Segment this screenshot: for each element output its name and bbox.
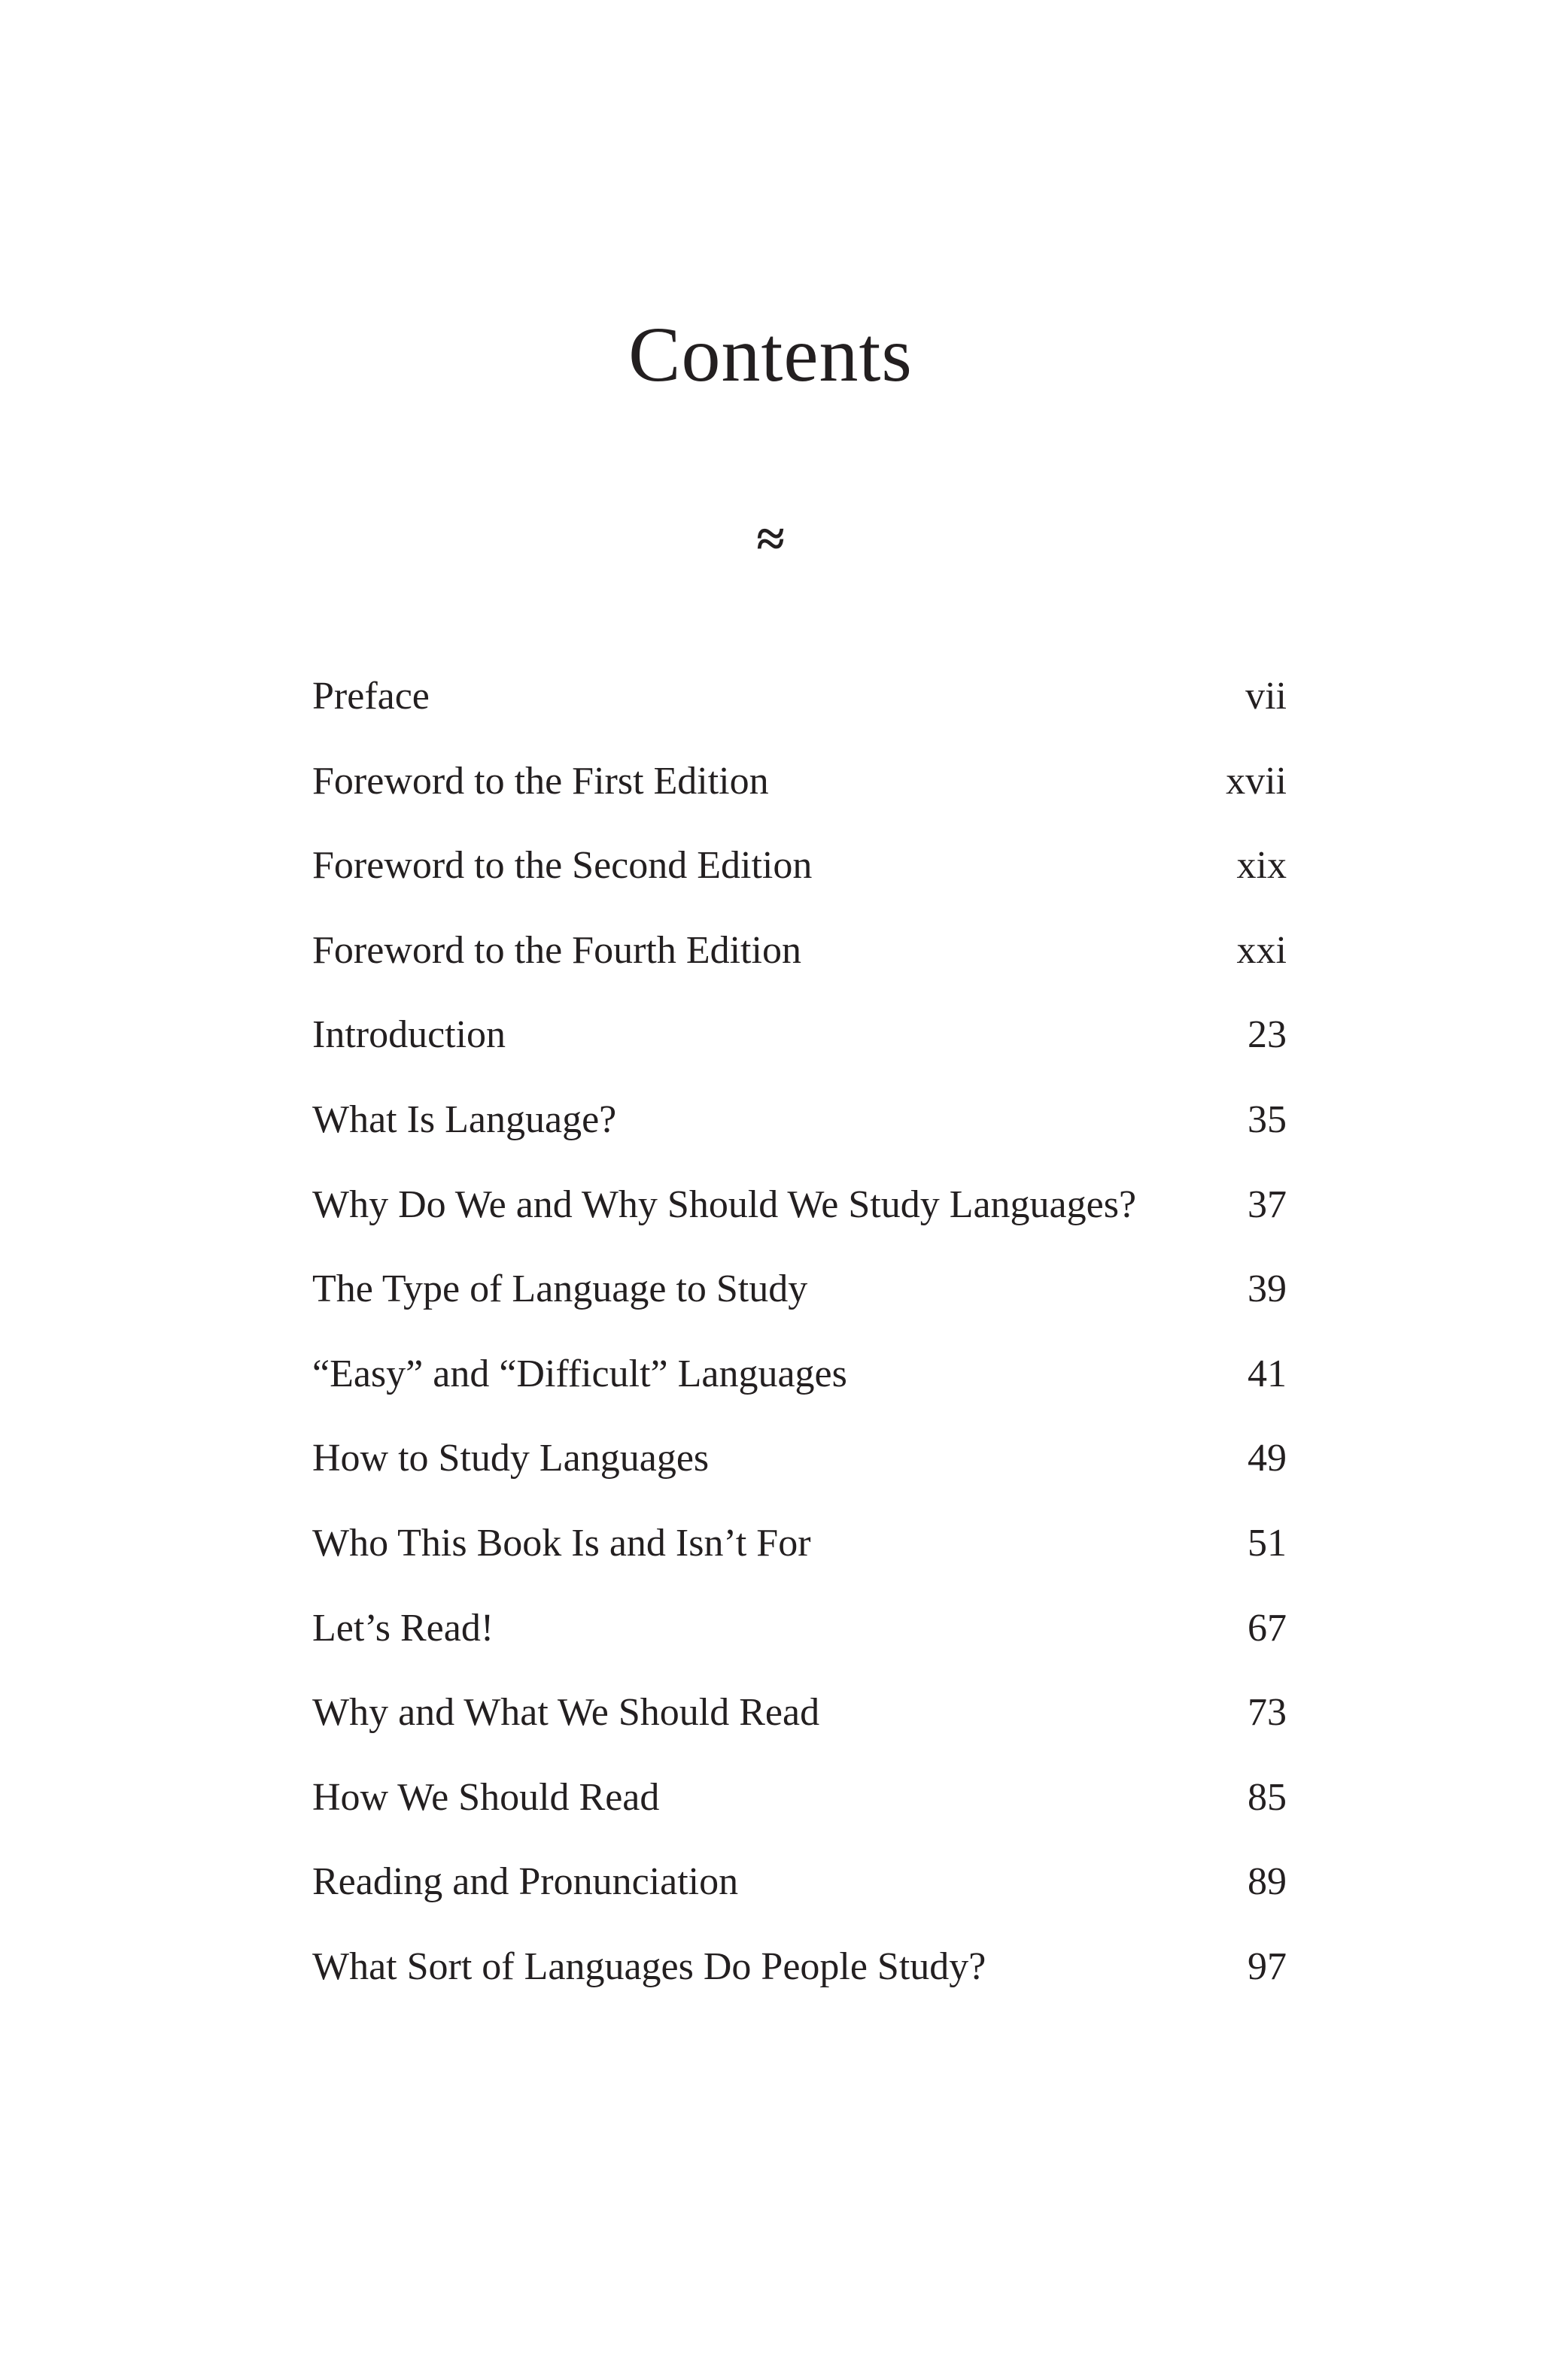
toc-entry-how-to-study[interactable] [312, 1439, 1287, 1524]
toc-entry-page: xvii [1226, 759, 1287, 803]
page-title: Contents [628, 311, 913, 398]
toc-entry-page: 39 [1248, 1267, 1287, 1311]
toc-entry-title: The Type of Language to Study [312, 1267, 808, 1311]
toc-entry-page: xix [1236, 844, 1287, 888]
toc-entry-page: 49 [1248, 1437, 1287, 1480]
section-ornament: ≈ [756, 510, 785, 567]
toc-entry-title: Let’s Read! [312, 1606, 494, 1650]
table-of-contents [312, 677, 1287, 2032]
toc-entry-title: Preface [312, 675, 430, 718]
toc-entry-title: Why and What We Should Read [312, 1691, 820, 1735]
toc-entry-introduction[interactable] [312, 1015, 1287, 1100]
toc-entry-page: xxi [1236, 928, 1287, 972]
toc-entry-what-is-language[interactable] [312, 1097, 1287, 1185]
toc-entry-foreword-first-edition[interactable] [312, 759, 1287, 847]
toc-entry-page: 41 [1248, 1352, 1287, 1395]
toc-entry-title: What Sort of Languages Do People Study? [312, 1944, 986, 1988]
toc-entry-title: How We Should Read [312, 1775, 660, 1819]
toc-entry-foreword-fourth-edition[interactable] [312, 928, 1287, 1016]
toc-entry-type-of-language[interactable] [312, 1267, 1287, 1355]
toc-entry-page: 35 [1248, 1097, 1287, 1141]
toc-entry-page: 73 [1248, 1691, 1287, 1735]
toc-entry-title: Who This Book Is and Isn’t For [312, 1521, 811, 1565]
toc-entry-page: 67 [1248, 1606, 1287, 1650]
toc-entry-why-and-what-read[interactable] [312, 1693, 1287, 1778]
toc-entry-title: Foreword to the Fourth Edition [312, 928, 801, 972]
toc-entry-title: Foreword to the Second Edition [312, 844, 813, 888]
toc-entry-foreword-second-edition[interactable] [312, 846, 1287, 931]
toc-entry-easy-and-difficult[interactable] [312, 1352, 1287, 1440]
toc-entry-page: 51 [1248, 1521, 1287, 1565]
toc-entry-why-study-languages[interactable] [312, 1182, 1287, 1270]
toc-entry-title: Reading and Pronunciation [312, 1860, 739, 1904]
toc-entry-who-this-book-is-for[interactable] [312, 1521, 1287, 1609]
toc-entry-what-sort-of-languages[interactable] [312, 1944, 1287, 2032]
toc-entry-page: 89 [1248, 1860, 1287, 1904]
toc-entry-preface[interactable] [312, 677, 1287, 762]
toc-entry-title: How to Study Languages [312, 1437, 710, 1480]
toc-entry-page: vii [1245, 675, 1287, 718]
toc-entry-page: 23 [1248, 1013, 1287, 1057]
toc-entry-title: Foreword to the First Edition [312, 759, 769, 803]
toc-entry-title: What Is Language? [312, 1097, 617, 1141]
toc-entry-title: “Easy” and “Difficult” Languages [312, 1352, 847, 1395]
toc-entry-reading-and-pronunciation[interactable] [312, 1862, 1287, 1947]
toc-entry-how-we-should-read[interactable] [312, 1775, 1287, 1863]
toc-entry-page: 37 [1248, 1182, 1287, 1226]
toc-entry-title: Why Do We and Why Should We Study Languages? [312, 1182, 1137, 1226]
toc-entry-page: 97 [1248, 1944, 1287, 1988]
toc-entry-page: 85 [1248, 1775, 1287, 1819]
toc-entry-lets-read[interactable] [312, 1606, 1287, 1694]
toc-entry-title: Introduction [312, 1013, 506, 1057]
